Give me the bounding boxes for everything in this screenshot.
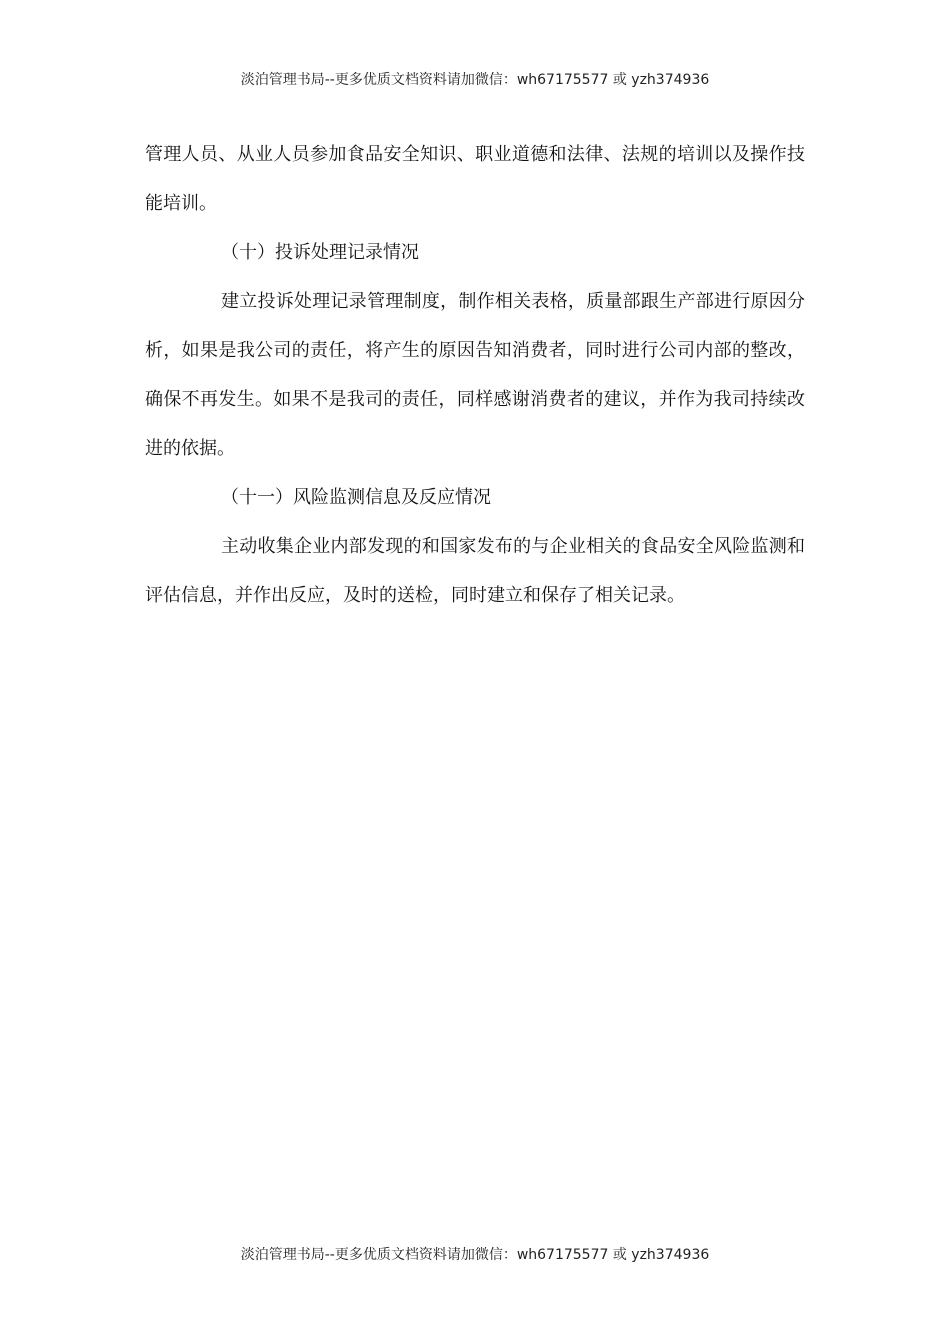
page-header: 淡泊管理书局--更多优质文档资料请加微信：wh67175577 或 yzh374936 <box>240 72 710 88</box>
paragraph-training-continued: 管理人员、从业人员参加食品安全知识、职业道德和法律、法规的培训以及操作技能培训。 <box>145 144 805 214</box>
page-footer: 淡泊管理书局--更多优质文档资料请加微信：wh67175577 或 yzh374936 <box>240 1247 710 1263</box>
section-heading-complaint-records: （十）投诉处理记录情况 <box>221 242 419 263</box>
paragraph-complaint-handling: 建立投诉处理记录管理制度，制作相关表格，质量部跟生产部进行原因分析，如果是我公司的责任，将产生的原因告知消费者，同时进行公司内部的整改，确保不再发生。如果不是我司的责任，同样感谢消费者的建议，并作为我司持续改进的依据。 <box>145 291 805 459</box>
section-heading-risk-monitoring: （十一）风险监测信息及反应情况 <box>221 487 491 508</box>
document-body <box>145 130 805 620</box>
paragraph-risk-monitoring: 主动收集企业内部发现的和国家发布的与企业相关的食品安全风险监测和评估信息，并作出反应，及时的送检，同时建立和保存了相关记录。 <box>145 536 805 606</box>
